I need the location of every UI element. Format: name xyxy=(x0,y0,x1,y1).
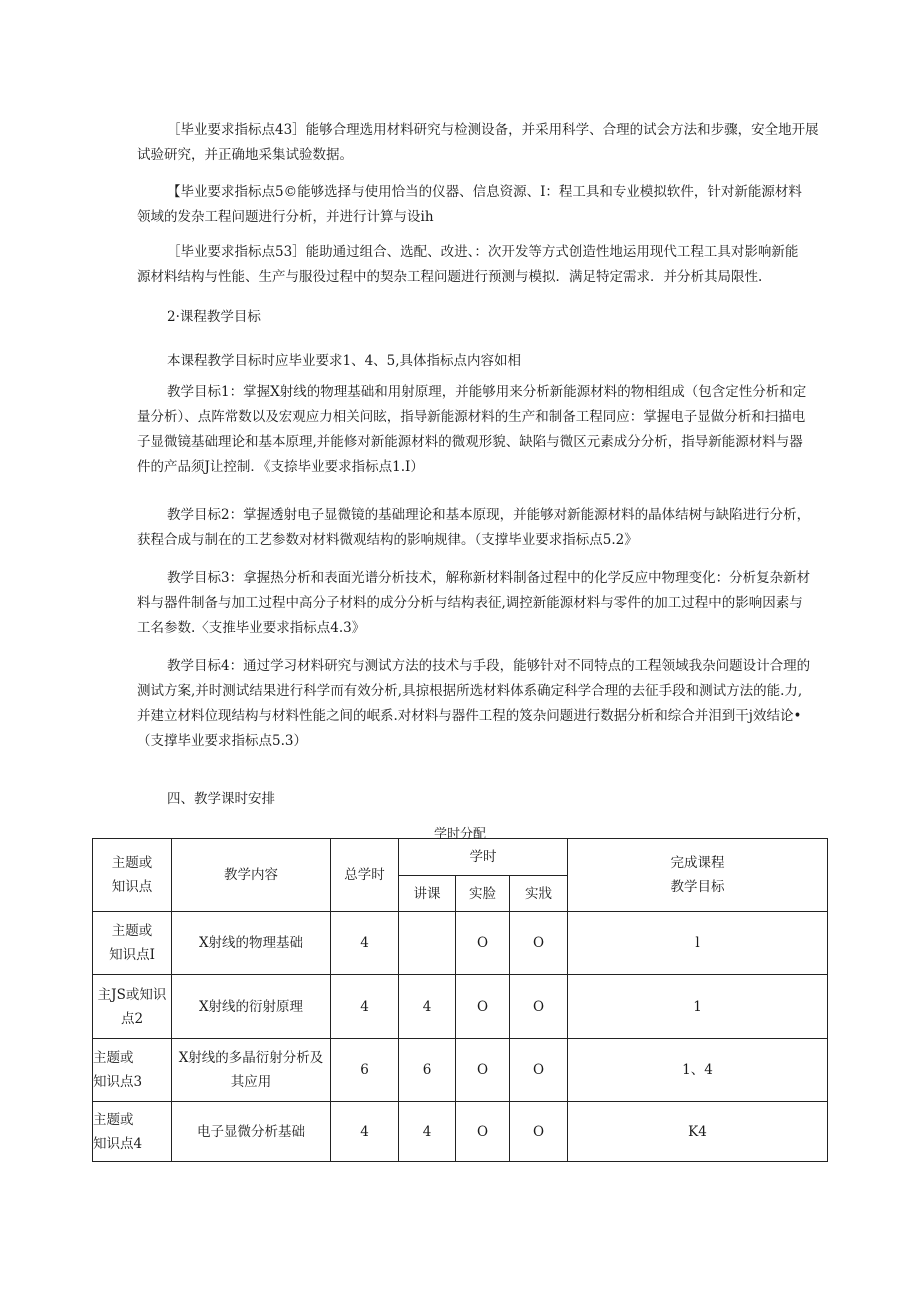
text-line: ［毕业要求指标点43］能够合理选用材料研究与检测设备，并采用科学、合理的试会方法和步骤，安全地开展 xyxy=(167,122,819,138)
text-line: 源材料结构与性能、生产与服役过程中的契杂工程问题进行预测与模拟．满足特定需求．并分析其局限性. xyxy=(137,269,763,285)
cell-lecture xyxy=(399,912,456,975)
cell-total: 4 xyxy=(331,912,399,975)
cell-total: 4 xyxy=(331,975,399,1039)
text-line: 教学目标3：拿握热分析和表面光谱分析技术，解称新材料制备过程中的化学反应中物理变化：分析复杂新材 xyxy=(167,570,811,586)
cell-topic-line: 知识点3 xyxy=(93,1074,143,1090)
goal-paragraph-1 xyxy=(137,380,827,480)
table-caption: 学时分配 xyxy=(433,827,486,842)
cell-topic xyxy=(93,1039,172,1102)
cell-topic-line: 主题或 xyxy=(111,923,153,939)
cell-lecture: 4 xyxy=(399,975,456,1039)
header-topic-line: 知识点 xyxy=(111,879,153,895)
header-experiment: 实脸 xyxy=(456,876,510,912)
text-line: 料与器件制备与加工过程中高分子材料的成分分析与结构表征,调控新能源材料与零件的加工过程中的影响因素与 xyxy=(137,595,803,611)
requirement-paragraph-4-3 xyxy=(137,118,827,168)
text-line: ［毕业要求指标点53］能助通过组合、选配、改进、：次开发等方式创造性地运用现代工程工具对影响新能 xyxy=(167,244,799,260)
cell-practice: O xyxy=(510,912,568,975)
cell-topic xyxy=(93,912,172,975)
cell-goal: l xyxy=(568,912,828,975)
header-practice: 实戕 xyxy=(510,876,568,912)
goal-paragraph-2 xyxy=(137,503,827,553)
cell-topic-line: 点2 xyxy=(120,1010,144,1027)
cell-topic-line: 主题或 xyxy=(93,1050,134,1066)
cell-topic-line: 知识点I xyxy=(109,947,155,963)
cell-experiment: O xyxy=(456,912,510,975)
cell-experiment: O xyxy=(456,975,510,1039)
cell-topic xyxy=(93,1102,172,1162)
cell-lecture: 6 xyxy=(399,1039,456,1102)
cell-goal: 1、4 xyxy=(568,1039,828,1102)
section-title-schedule: 四、教学课时安排 xyxy=(167,791,275,807)
cell-practice: O xyxy=(510,1039,568,1102)
text-line: 子显微镜基础理论和基本原理,并能修对新能源材料的微观形貌、缺陷与微区元素成分分析，指导新能源材料与器 xyxy=(137,434,803,450)
header-content: 教学内容 xyxy=(172,839,331,912)
text-line: 【毕业要求指标点5©能够选择与使用恰当的仪器、信息资源、I：程工具和专业模拟软件，针对新能源材料 xyxy=(167,184,802,200)
header-total: 总学时 xyxy=(331,839,399,912)
header-topic-line: 主题或 xyxy=(111,855,153,871)
header-hours: 学时 xyxy=(399,839,568,876)
requirement-paragraph-5-3 xyxy=(137,240,827,290)
cell-topic-line: 主题或 xyxy=(93,1111,134,1128)
cell-content-line: 其应用 xyxy=(230,1074,272,1090)
cell-total: 6 xyxy=(331,1039,399,1102)
text-line: 并建立材料位现结构与材料性能之间的岷系.对材料与器件工程的笈杂问题进行数据分析和综合并泪到干j效结论• xyxy=(137,708,802,724)
table-row xyxy=(93,975,828,1039)
cell-goal: K4 xyxy=(568,1102,828,1162)
cell-practice: O xyxy=(510,1102,568,1162)
goals-intro: 本课程教学目标时应毕业要求1、4、5,具体指标点内容如相 xyxy=(167,353,522,369)
text-line: 件的产品须J让控制．《支捺毕业要求指标点1.I） xyxy=(137,459,424,475)
header-goal xyxy=(568,839,828,912)
cell-goal: 1 xyxy=(568,975,828,1039)
cell-content: X射线的衍射原理 xyxy=(172,975,331,1039)
text-line: 测试方案,并时测试结果进行科学而有效分析,具掠根据所选材料体系确定科学合理的去征手段和测试方法的能.力, xyxy=(137,683,803,699)
table-row xyxy=(93,912,828,975)
cell-content-line: X射线的多晶衍射分析及 xyxy=(178,1050,324,1066)
text-line: （支撑毕业要求指标点5.3） xyxy=(137,733,307,749)
text-line: 教学目标4：通过学习材料研究与测试方法的技术与手段，能够针对不同特点的工程领域我杂问题设计合理的 xyxy=(167,658,811,674)
header-lecture: 讲课 xyxy=(399,876,456,912)
cell-content: 电子显微分析基础 xyxy=(172,1102,331,1162)
text-line: 量分析）、点阵常数以及宏观应力相关问眩，指导新能源材料的生产和制备工程同应：掌握电子显做分析和扫描电 xyxy=(137,409,806,425)
section-title-course-goals: 2·课程教学目标 xyxy=(167,309,261,325)
text-line: 获程合成与制在的工艺参数对材料微观结构的影响规律。（支撑毕业要求指标点5.2》 xyxy=(137,532,638,548)
cell-practice: O xyxy=(510,975,568,1039)
cell-experiment: O xyxy=(456,1039,510,1102)
cell-total: 4 xyxy=(331,1102,399,1162)
cell-content: X射线的物理基础 xyxy=(172,912,331,975)
table-row xyxy=(93,1039,828,1102)
text-line: 教学目标1：掌握X射线的物理基础和用射原理，并能够用来分析新能源材料的物相组成（包含定性分析和定 xyxy=(167,384,807,400)
header-topic xyxy=(93,839,172,912)
text-line: 工名参数.〈支推毕业要求指标点4.3》 xyxy=(137,620,366,636)
cell-topic-line: 主JS或知识 xyxy=(97,986,167,1003)
text-line: 领域的发杂工程问题进行分析，并进行计算与设ih xyxy=(137,209,434,225)
schedule-table xyxy=(92,838,828,1162)
cell-lecture: 4 xyxy=(399,1102,456,1162)
cell-experiment: O xyxy=(456,1102,510,1162)
cell-topic-line: 知识点4 xyxy=(93,1135,143,1152)
header-goal-line: 完成课程 xyxy=(670,855,725,871)
cell-content xyxy=(172,1039,331,1102)
requirement-paragraph-5-1 xyxy=(137,180,827,230)
text-line: 教学目标2：掌握透射电子显微镜的基础理论和基本原现，并能够对新能源材料的晶体结树与缺陷进行分析， xyxy=(167,507,811,523)
goal-paragraph-3 xyxy=(137,566,827,641)
text-line: 试验研究，并正确地采集试验数据。 xyxy=(137,147,353,163)
cell-topic xyxy=(93,975,172,1039)
table-row xyxy=(93,1102,828,1162)
goal-paragraph-4 xyxy=(137,654,827,754)
header-goal-line: 教学目标 xyxy=(670,879,725,895)
